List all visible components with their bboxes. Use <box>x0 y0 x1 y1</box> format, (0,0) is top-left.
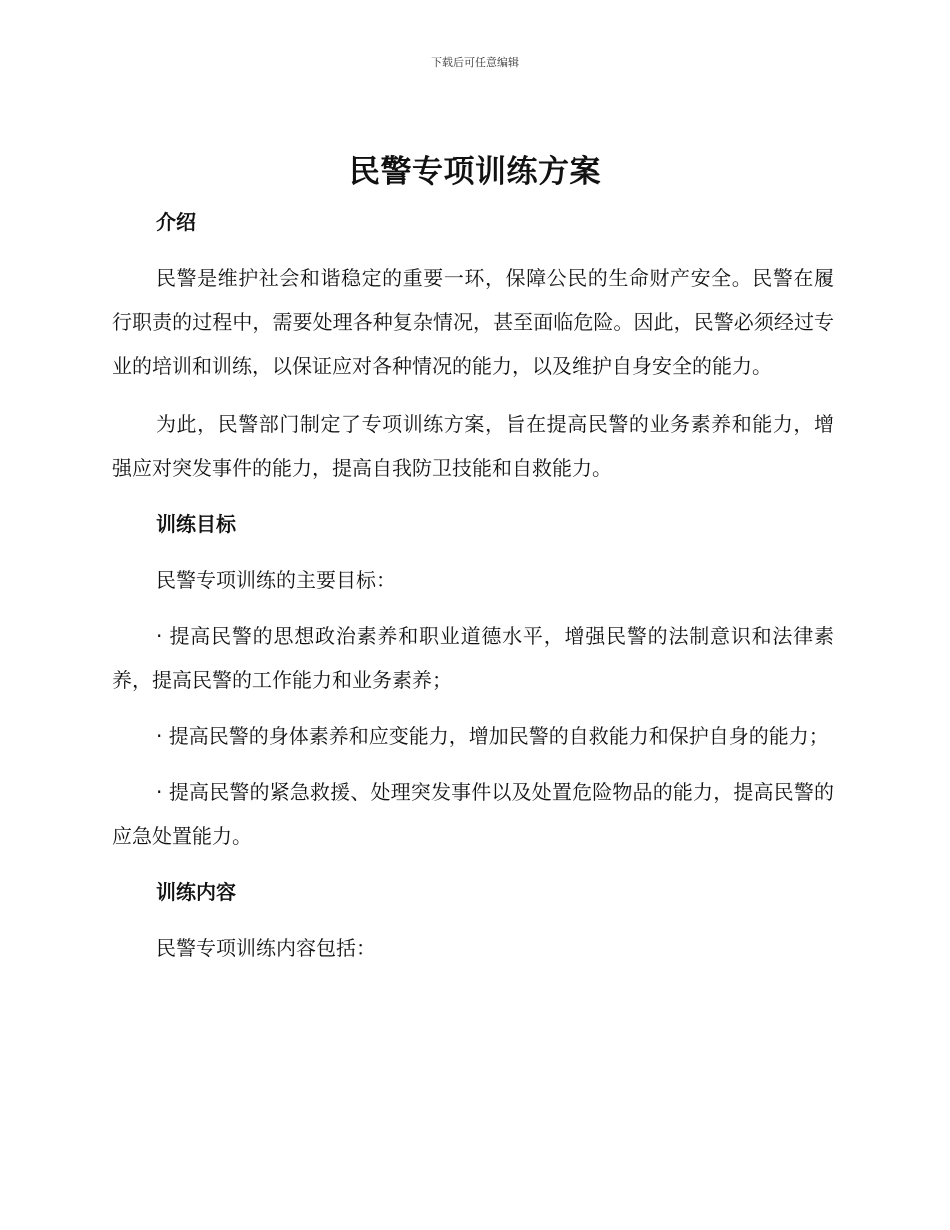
section-heading-content: 训练内容 <box>156 880 236 904</box>
paragraph-intro-2: 为此，民警部门制定了专项训练方案，旨在提高民警的业务素养和能力，增强应对突发事件的能力，提高自我防卫技能和自救能力。 <box>112 412 834 480</box>
paragraph-intro-1: 民警是维护社会和谐稳定的重要一环，保障公民的生命财产安全。民警在履行职责的过程中，需要处理各种复杂情况，甚至面临危险。因此，民警必须经过专业的培训和训练，以保证应对各种情况的能力，以及维护自身安全的能力。 <box>112 266 834 378</box>
section-heading-intro: 介绍 <box>156 210 196 234</box>
header-note: 下载后可任意编辑 <box>431 56 519 69</box>
section-heading-goals: 训练目标 <box>156 512 236 536</box>
paragraph-goals-intro: 民警专项训练的主要目标： <box>156 568 396 592</box>
document-body <box>112 200 834 970</box>
goal-item-2: · 提高民警的身体素养和应变能力，增加民警的自救能力和保护自身的能力； <box>156 724 829 748</box>
goal-item-1: · 提高民警的思想政治素养和职业道德水平，增强民警的法制意识和法律素养，提高民警的工作能力和业务素养； <box>112 624 834 692</box>
document-title: 民警专项训练方案 <box>349 154 601 190</box>
goal-item-3: · 提高民警的紧急救援、处理突发事件以及处置危险物品的能力，提高民警的应急处置能力。 <box>112 780 834 848</box>
paragraph-content-intro: 民警专项训练内容包括： <box>156 936 376 960</box>
